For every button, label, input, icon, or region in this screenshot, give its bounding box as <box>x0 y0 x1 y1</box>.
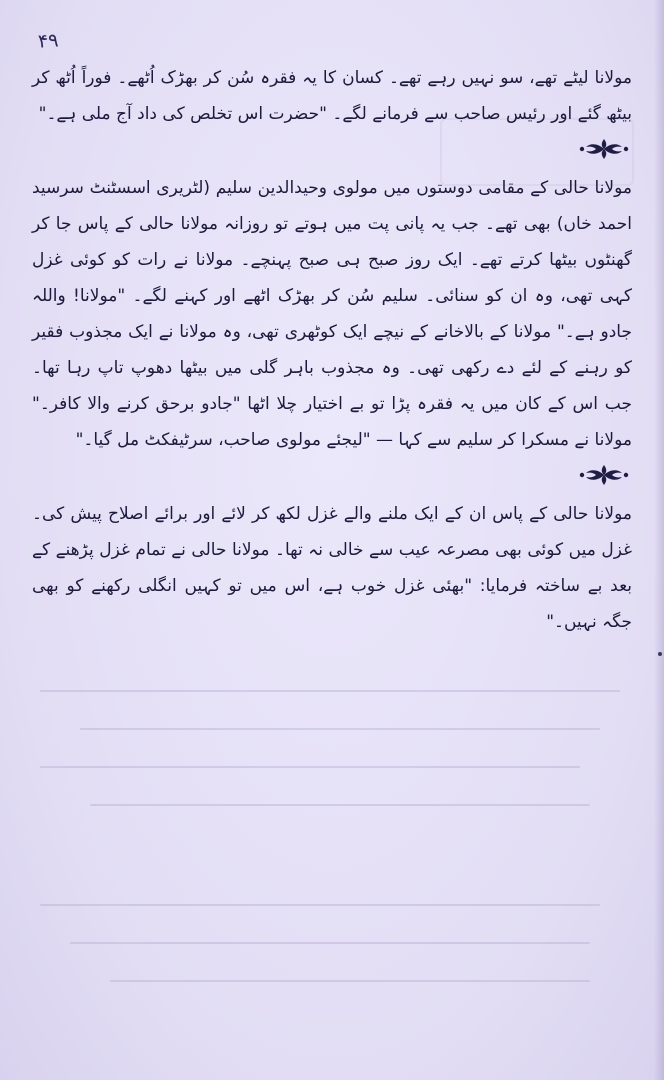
fleuron-ornament-icon <box>576 137 632 161</box>
show-through-line <box>70 942 590 944</box>
fleuron-ornament-icon <box>576 463 632 487</box>
show-through-line <box>90 804 590 806</box>
page-number: ۴۹ <box>37 29 60 53</box>
paragraph-2: مولانا حالی کے مقامی دوستوں میں مولوی وحیدالدین سلیم (لٹریری اسسٹنٹ سرسید احمد خاں) بھی تھے۔ جب یہ پانی پت میں ہوتے تو روزانہ مولانا حالی کے پاس جا کر گھنٹوں بیٹھا کرتے تھے۔ ایک روز صبح ہی صبح پہنچے۔ مولانا نے رات کو کوئی غزل کہی تھی، وہ ان کو سنائی۔ سلیم سُن کر بھڑک اٹھے اور کہنے لگے۔ "مولانا! واللہ جادو ہے۔" مولانا کے بالاخانے کے نیچے ایک کوٹھری تھی، وہ مولانا نے ایک مجذوب فقیر کو رہنے کے لئے دے رکھی تھی۔ وہ مجذوب باہر گلی میں بیٹھا دھوپ تاپ رہا تھا۔ جب اس کے کان میں یہ فقرہ پڑا تو بے اختیار چلا اٹھا "جادو برحق کرنے والا کافر۔" مولانا نے مسکرا کر سلیم سے کہا — "لیجئے مولوی صاحب، سرٹیفکٹ مل گیا۔" <box>32 178 632 450</box>
show-through-line <box>40 766 580 768</box>
show-through-line <box>80 728 600 730</box>
show-through-line <box>40 690 620 692</box>
show-through-line <box>110 980 590 982</box>
section-divider <box>32 460 632 490</box>
margin-mark <box>658 652 662 656</box>
paragraph-1: مولانا لیٹے تھے، سو نہیں رہے تھے۔ کسان کا یہ فقرہ سُن کر بھڑک اُٹھے۔ فوراً اُٹھ کر بیٹھ گئے اور رئیس صاحب سے فرمانے لگے۔ "حضرت اس تخلص کی داد آج ملی ہے۔" <box>32 68 632 124</box>
paragraph-3: مولانا حالی کے پاس ان کے ایک ملنے والے غزل لکھ کر لائے اور برائے اصلاح پیش کی۔ غزل میں کوئی بھی مصرعہ عیب سے خالی نہ تھا۔ مولانا حالی نے تمام غزل پڑھنے کے بعد بے ساختہ فرمایا: "بھئی غزل خوب ہے، اس میں تو کہیں انگلی رکھنے کو بھی جگہ نہیں۔" <box>32 504 632 632</box>
section-divider <box>32 134 632 164</box>
show-through-line <box>40 904 600 906</box>
page-body <box>32 60 632 640</box>
page-edge-shadow <box>654 0 664 1080</box>
